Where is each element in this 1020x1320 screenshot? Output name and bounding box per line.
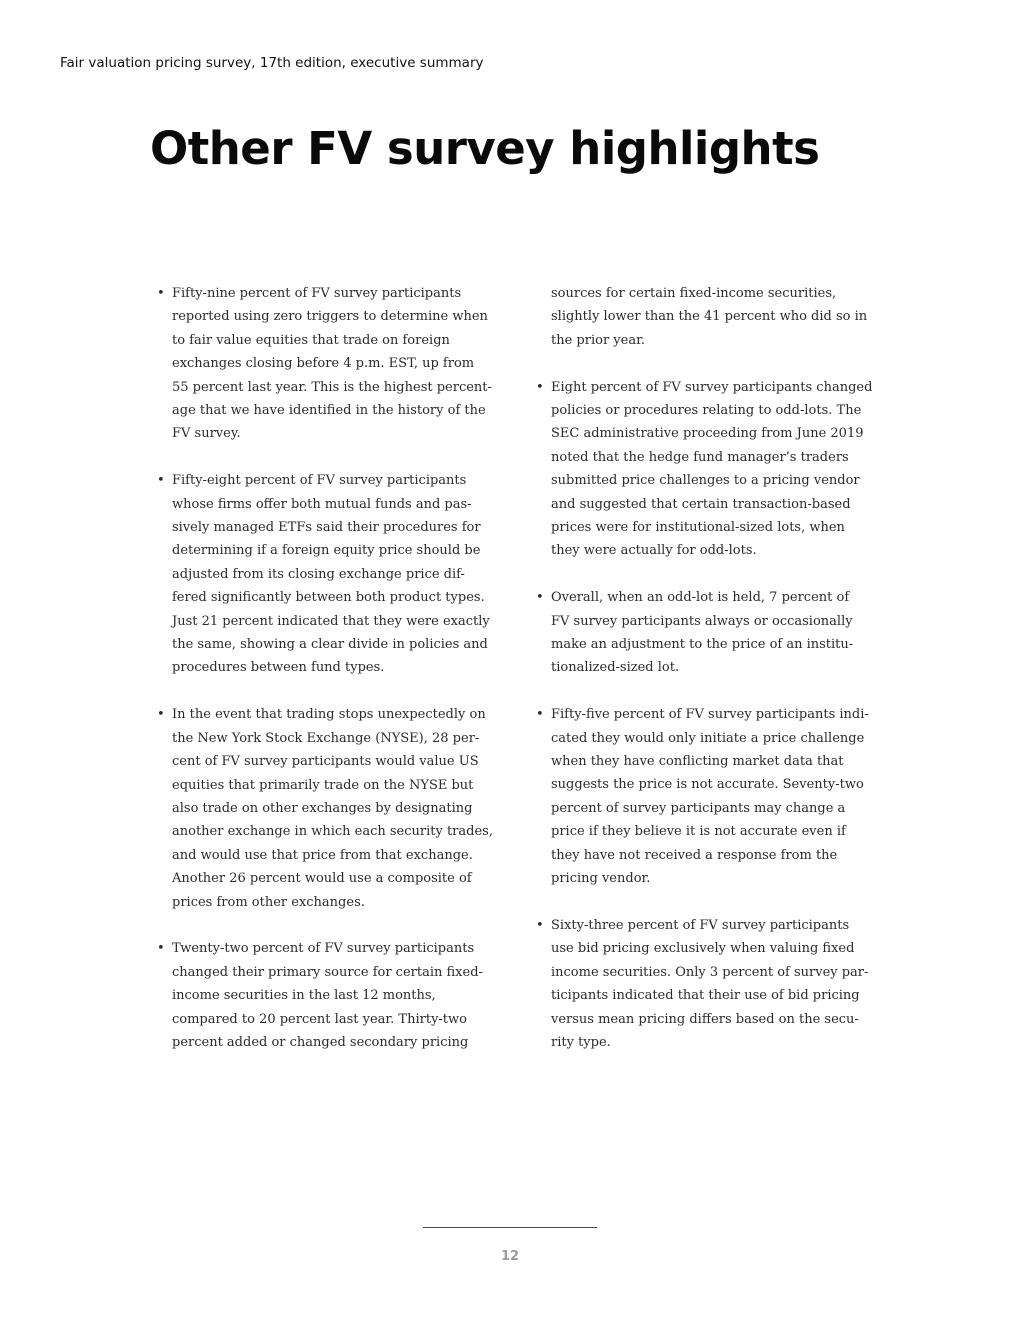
text-line: percent of survey participants may change a: [551, 800, 846, 816]
text-line: reported using zero triggers to determine when: [172, 309, 488, 325]
page-number: 12: [500, 1249, 520, 1264]
text-line: FV survey participants always or occasionally: [551, 613, 853, 629]
running-header: Fair valuation pricing survey, 17th edition, executive summary: [60, 55, 484, 71]
page-title: Other FV survey highlights: [150, 122, 820, 175]
text-line: Twenty-two percent of FV survey participants: [172, 941, 475, 957]
text-line: exchanges closing before 4 p.m. EST, up from: [172, 356, 475, 372]
text-line: Just 21 percent indicated that they were exactly: [172, 613, 490, 629]
footer-divider: [423, 1227, 597, 1228]
text-line: income securities in the last 12 months,: [172, 988, 436, 1004]
text-line: age that we have identified in the history of the: [172, 403, 486, 419]
text-line: income securities. Only 3 percent of survey par-: [551, 964, 869, 980]
text-line: determining if a foreign equity price should be: [172, 543, 481, 559]
text-line: sively managed ETFs said their procedures for: [172, 520, 481, 536]
bullet-marker: •: [157, 707, 165, 723]
text-line: price if they believe it is not accurate even if: [551, 824, 846, 840]
bullet-marker: •: [536, 379, 544, 395]
text-line: Overall, when an odd-lot is held, 7 percent of: [551, 590, 850, 606]
bullet-marker: •: [157, 473, 165, 489]
text-line: the prior year.: [551, 332, 645, 348]
text-line: FV survey.: [172, 426, 241, 442]
bullet-item: [536, 376, 881, 563]
text-line: SEC administrative proceeding from June 2019: [551, 426, 864, 442]
text-line: rity type.: [551, 1034, 611, 1050]
text-line: tionalized-sized lot.: [551, 660, 680, 676]
bullet-marker: •: [536, 707, 544, 723]
bullet-marker: •: [157, 941, 165, 957]
text-line: use bid pricing exclusively when valuing fixed: [551, 941, 855, 957]
text-line: equities that primarily trade on the NYSE but: [172, 777, 474, 793]
text-line: the same, showing a clear divide in policies and: [172, 637, 488, 653]
bullet-item: [536, 586, 881, 680]
text-line: slightly lower than the 41 percent who did so in: [551, 309, 868, 325]
text-line: to fair value equities that trade on foreign: [172, 332, 450, 348]
text-line: cated they would only initiate a price challenge: [551, 730, 865, 746]
text-line: another exchange in which each security trades,: [172, 824, 493, 840]
text-line: Fifty-five percent of FV survey participants indi-: [551, 707, 869, 723]
text-line: they were actually for odd-lots.: [551, 543, 757, 559]
text-line: sources for certain fixed-income securities,: [551, 286, 837, 301]
text-line: cent of FV survey participants would value US: [172, 754, 479, 770]
right-column: [536, 282, 881, 1054]
text-line: noted that the hedge fund manager’s traders: [551, 449, 849, 465]
text-line: versus mean pricing differs based on the secu-: [551, 1011, 859, 1027]
text-line: prices from other exchanges.: [172, 894, 365, 910]
bullet-item: [157, 282, 502, 446]
bullet-marker: •: [536, 917, 544, 933]
bullet-item: [157, 469, 502, 680]
text-line: make an adjustment to the price of an institu-: [551, 637, 854, 653]
text-line: also trade on other exchanges by designating: [172, 800, 473, 816]
bullet-item: [157, 937, 502, 1054]
bullet-marker: •: [536, 590, 544, 606]
bullet-continuation: [551, 282, 881, 352]
left-column: [157, 282, 502, 1054]
text-line: when they have conflicting market data that: [551, 754, 844, 770]
text-line: pricing vendor.: [551, 871, 651, 887]
bullet-item: [157, 703, 502, 914]
text-line: Fifty-nine percent of FV survey participants: [172, 286, 462, 301]
text-line: and would use that price from that exchange.: [172, 847, 473, 863]
text-line: Fifty-eight percent of FV survey participants: [172, 473, 467, 489]
text-line: fered significantly between both product types.: [172, 590, 485, 606]
text-line: procedures between fund types.: [172, 660, 385, 676]
text-line: they have not received a response from the: [551, 847, 838, 863]
bullet-marker: •: [157, 286, 165, 301]
text-line: percent added or changed secondary pricing: [172, 1034, 469, 1050]
text-line: ticipants indicated that their use of bid pricing: [551, 988, 860, 1004]
bullet-item: [536, 703, 881, 890]
text-line: Another 26 percent would use a composite of: [172, 871, 472, 887]
text-line: Eight percent of FV survey participants changed: [551, 379, 873, 395]
text-line: 55 percent last year. This is the highest percent-: [172, 379, 492, 395]
text-line: and suggested that certain transaction-based: [551, 496, 851, 512]
text-line: prices were for institutional-sized lots, when: [551, 520, 845, 536]
text-line: the New York Stock Exchange (NYSE), 28 per-: [172, 730, 480, 746]
text-line: submitted price challenges to a pricing vendor: [551, 473, 860, 489]
text-line: changed their primary source for certain fixed-: [172, 964, 483, 980]
text-line: suggests the price is not accurate. Seventy-two: [551, 777, 864, 793]
text-line: Sixty-three percent of FV survey participants: [551, 917, 850, 933]
text-line: policies or procedures relating to odd-lots. The: [551, 403, 862, 419]
bullet-item: [536, 914, 881, 1054]
text-line: adjusted from its closing exchange price dif-: [172, 566, 465, 582]
text-line: In the event that trading stops unexpectedly on: [172, 707, 486, 723]
text-line: whose firms offer both mutual funds and pas-: [172, 496, 472, 512]
text-line: compared to 20 percent last year. Thirty-two: [172, 1011, 467, 1027]
